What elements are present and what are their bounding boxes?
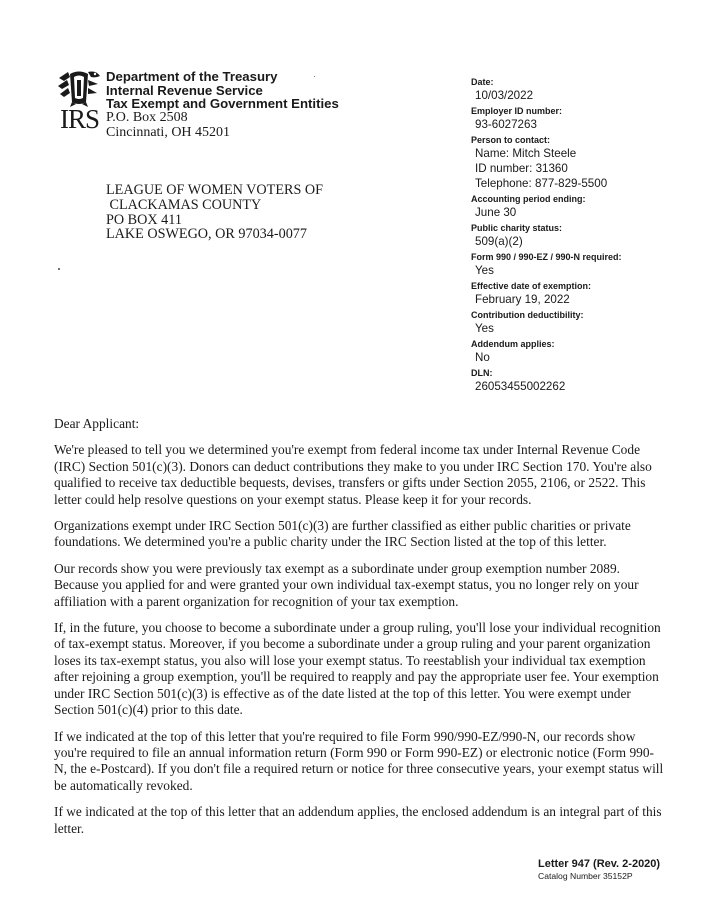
agency-block (106, 70, 339, 140)
recipient-line: PO BOX 411 (106, 211, 182, 228)
recipient-address (106, 183, 323, 242)
info-deductibility (471, 309, 701, 336)
info-ein (471, 105, 701, 132)
dln-value: 26053455002262 (475, 380, 566, 393)
deductibility-label: Contribution deductibility: (471, 310, 584, 320)
accounting-label: Accounting period ending: (471, 194, 586, 204)
body-paragraph: Organizations exempt under IRC Section 501(c)(3) are further classified as either public charities or private foundations. We determined you're a public charity under the IRC Section listed at the top of this letter. (54, 518, 631, 550)
info-contact (471, 134, 701, 191)
effective-date-label: Effective date of exemption: (471, 281, 592, 291)
form-required-value: Yes (475, 264, 494, 277)
letter-body (54, 416, 666, 847)
dln-label: DLN: (471, 368, 493, 378)
scan-speck (314, 76, 315, 77)
scan-speck (58, 268, 60, 270)
contact-phone: Telephone: 877-829-5500 (475, 177, 608, 190)
catalog-number: Catalog Number 35152P (538, 871, 633, 881)
ein-value: 93-6027263 (475, 118, 537, 131)
info-dln (471, 367, 701, 394)
agency-po-box: P.O. Box 2508 (106, 110, 188, 126)
addendum-label: Addendum applies: (471, 339, 555, 349)
deductibility-value: Yes (475, 322, 494, 335)
salutation: Dear Applicant: (54, 416, 140, 431)
body-paragraph: We're pleased to tell you we determined you're exempt from federal income tax under Internal Revenue Code (IRC) Section 501(c)(3). Donors can deduct contributions they make to you under IRC Section 170. You're also qualified to receive tax deductible bequests, devises, transfers or gifts under Section 2055, 2106, or 2522. This letter could help resolve questions on your exempt status. Please keep it for your records. (54, 442, 652, 507)
accounting-value: June 30 (475, 206, 517, 219)
contact-id: ID number: 31360 (475, 162, 568, 175)
charity-status-value: 509(a)(2) (475, 235, 523, 248)
recipient-line: CLACKAMAS COUNTY (106, 196, 262, 213)
date-value: 10/03/2022 (475, 89, 534, 102)
ein-label: Employer ID number: (471, 106, 563, 116)
recipient-line: LAKE OSWEGO, OR 97034-0077 (106, 226, 307, 243)
body-paragraph: Our records show you were previously tax exempt as a subordinate under group exemption number 2089. Because you applied for and were granted your own individual tax-exempt status, you no longer rely on your affiliation with a parent organization for recognition of your tax exemption. (54, 560, 639, 609)
info-accounting (471, 193, 701, 220)
info-form-required (471, 251, 701, 278)
charity-status-label: Public charity status: (471, 223, 563, 233)
agency-service: Internal Revenue Service (106, 82, 263, 98)
agency-city: Cincinnati, OH 45201 (106, 124, 231, 140)
contact-label: Person to contact: (471, 135, 551, 145)
irs-logo-text: IRS (60, 104, 100, 134)
agency-division: Tax Exempt and Government Entities (106, 96, 339, 112)
body-paragraph: If we indicated at the top of this letter that you're required to file Form 990/990-EZ/990-N, our records show you're required to file an annual information return (Form 990 or Form 990-EZ) or electronic notice (Form 990-N, the e-Postcard). If you don't file a required return or notice for three consecutive years, your exempt status will be automatically revoked. (54, 728, 664, 793)
addendum-value: No (475, 351, 490, 364)
form-required-label: Form 990 / 990-EZ / 990-N required: (471, 252, 622, 262)
form-number: Letter 947 (Rev. 2-2020) (538, 858, 661, 870)
info-charity-status (471, 222, 701, 249)
body-paragraph: If, in the future, you choose to become a subordinate under a group ruling, you'll lose your individual recognition of tax-exempt status. Moreover, if you become a subordinate under a group ruling and your parent organization loses its tax-exempt status, you also will lose your exempt status. To reestablish your individual tax exemption after rejoining a group exemption, you'll be required to reapply and pay the appropriate user fee. Your exemption under IRC Section 501(c)(3) is effective as of the date listed at the top of this letter. You were exempt under Section 501(c)(4) prior to this date. (54, 620, 661, 718)
letter-footer (538, 858, 660, 882)
recipient-line: LEAGUE OF WOMEN VOTERS OF (106, 182, 324, 198)
date-label: Date: (471, 77, 494, 87)
body-paragraph: If we indicated at the top of this letter that an addendum applies, the enclosed addendum is an integral part of this letter. (54, 804, 662, 836)
effective-date-value: February 19, 2022 (475, 293, 570, 306)
info-effective-date (471, 280, 701, 307)
info-date (471, 76, 701, 103)
contact-name: Name: Mitch Steele (475, 147, 577, 160)
agency-department: Department of the Treasury (106, 69, 278, 84)
info-addendum (471, 338, 701, 365)
letter-info-column (471, 76, 701, 396)
